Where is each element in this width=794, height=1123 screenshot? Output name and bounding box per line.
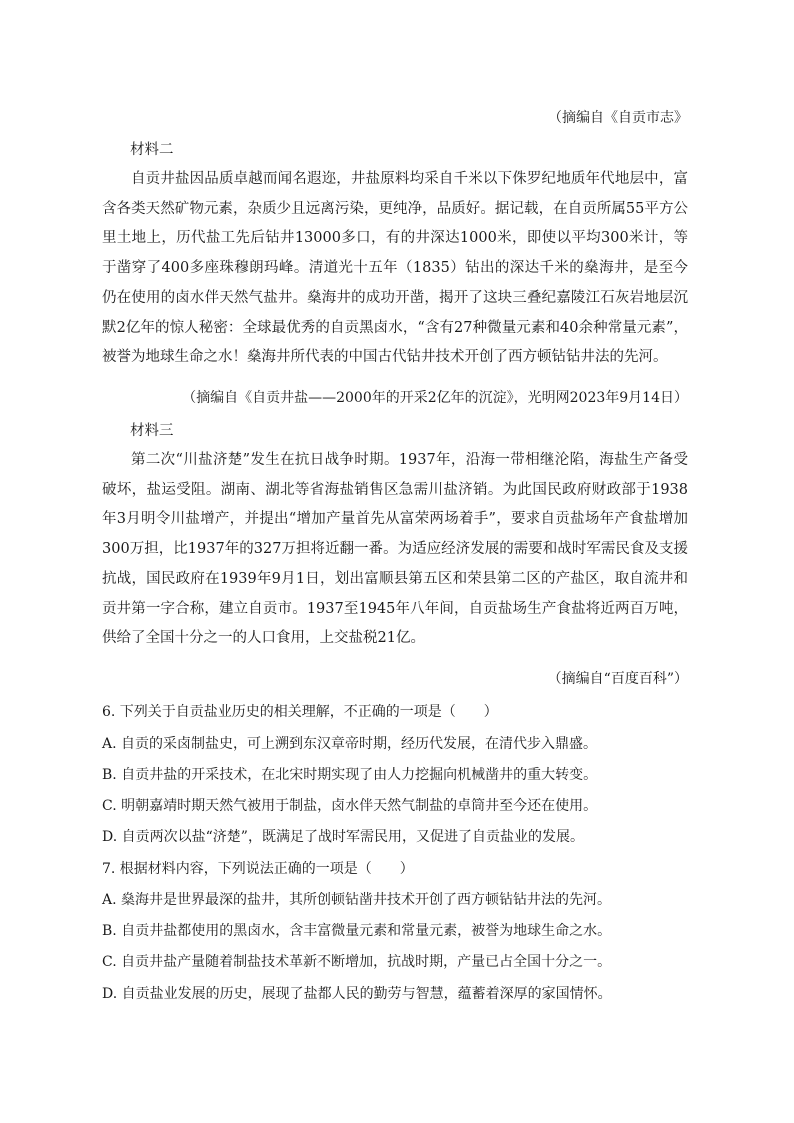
material-2-paragraph: 自贡井盐因品质卓越而闻名遐迩，井盐原料均采自千米以下侏罗纪地质年代地层中，富含各类天然矿物元素，杂质少且远离污染，更纯净，品质好。据记载，在自贡所属55平方公里土地上，历代盐工先后钻井13000多口，有的井深达1000米，即使以平均300米计，等于凿穿了400多座珠穆朗玛峰。清道光十五年（1835）钻出的深达千米的燊海井，是至今仍在使用的卤水伴天然气盐井。燊海井的成功开凿，揭开了这块三叠纪嘉陵江石灰岩地层沉默2亿年的惊人秘密：全球最优秀的自贡黑卤水，“含有27种微量元素和40余种常量元素”，被誉为地球生命之水！燊海井所代表的中国古代钻井技术开创了西方顿钻钻井法的先河。	[102, 171, 688, 366]
source-citation-3: （摘编自“百度百科”）	[547, 671, 688, 687]
question-7-option-b: B. 自贡井盐都使用的黑卤水，含丰富微量元素和常量元素，被誉为地球生命之水。	[102, 923, 612, 939]
question-7-option-a: A. 燊海井是世界最深的盐井，其所创顿钻凿井技术开创了西方顿钻钻井法的先河。	[102, 892, 612, 908]
material-3-heading: 材料三	[130, 423, 174, 439]
material-2-heading: 材料二	[130, 142, 174, 158]
question-6-option-d: D. 自贡两次以盐“济楚”，既满足了战时军需民用，又促进了自贡盐业的发展。	[102, 829, 584, 845]
question-6-option-a: A. 自贡的采卤制盐史，可上溯到东汉章帝时期，经历代发展，在清代步入鼎盛。	[102, 736, 598, 752]
question-7-option-c: C. 自贡井盐产量随着制盐技术革新不断增加，抗战时期，产量已占全国十分之一。	[102, 954, 612, 970]
question-7-stem: 7. 根据材料内容，下列说法正确的一项是（ ）	[102, 861, 414, 877]
material-3-paragraph: 第二次“川盐济楚”发生在抗日战争时期。1937年，沿海一带相继沦陷，海盐生产备受破坏，盐运受阻。湖南、湖北等省海盐销售区急需川盐济销。为此国民政府财政部于1938年3月明令川盐增产，并提出“增加产量首先从富荣两场着手”，要求自贡盐场年产食盐增加300万担，比1937年的327万担将近翻一番。为适应经济发展的需要和战时军需民食及支援抗战，国民政府在1939年9月1日，划出富顺县第五区和荣县第二区的产盐区，取自流井和贡井第一字合称，建立自贡市。1937至1945年八年间，自贡盐场生产食盐将近两百万吨，供给了全国十分之一的人口食用，上交盐税21亿。	[102, 452, 688, 647]
source-citation-1: （摘编自《自贡市志》	[548, 110, 688, 126]
question-6-stem: 6. 下列关于自贡盐业历史的相关理解，不正确的一项是（ ）	[102, 704, 498, 720]
question-7-option-d: D. 自贡盐业发展的历史，展现了盐都人民的勤劳与智慧，蕴蓄着深厚的家国情怀。	[102, 986, 612, 1002]
question-6-option-b: B. 自贡井盐的开采技术，在北宋时期实现了由人力挖掘向机械凿井的重大转变。	[102, 767, 598, 783]
question-6-option-c: C. 明朝嘉靖时期天然气被用于制盐，卤水伴天然气制盐的卓筒井至今还在使用。	[102, 798, 598, 814]
source-citation-2: （摘编自《自贡井盐——2000年的开采2亿年的沉淀》，光明网2023年9月14日）	[182, 390, 688, 406]
